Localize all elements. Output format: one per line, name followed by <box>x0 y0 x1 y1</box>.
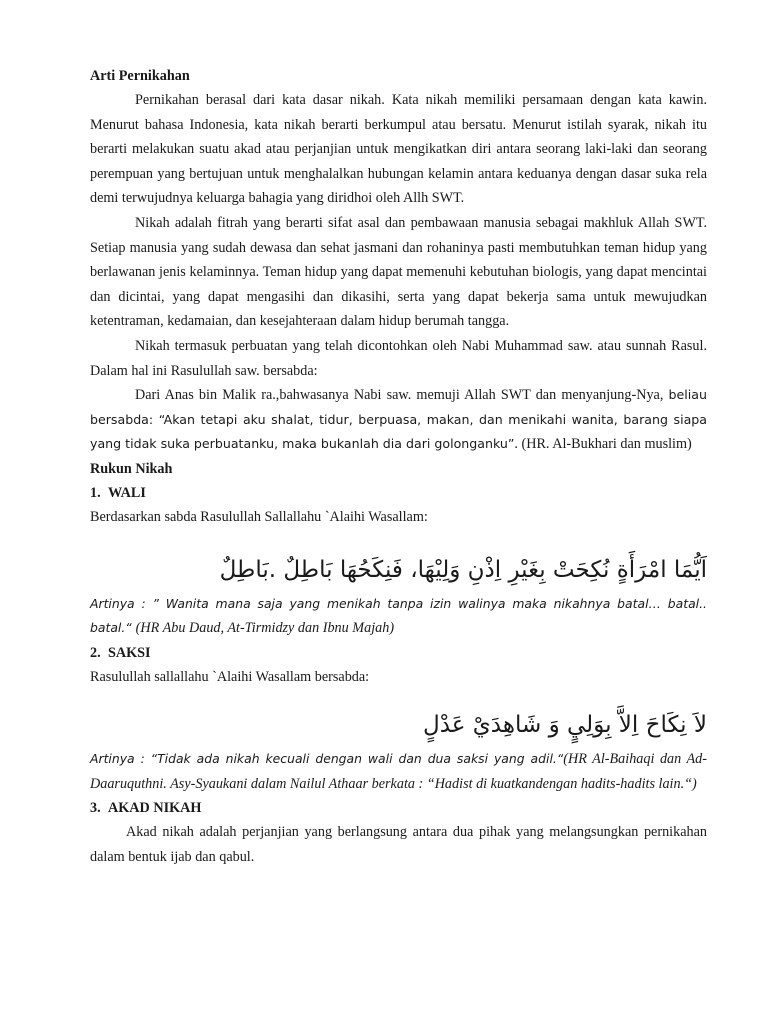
saksi-translation-text: Artinya : “Tidak ada nikah kecuali dengan wali dan dua saksi yang adil.“ <box>90 751 564 767</box>
wali-arabic-hadith: اَيُّمَا امْرَأَةٍ نُكِحَتْ بِغَيْرِ اِذْنِ وَلِيْهَا، فَنِكَحُهَا بَاطِلٌ .بَاطِلٌ <box>219 556 707 583</box>
heading-akad-nikah <box>90 796 707 820</box>
paragraph-fitrah: Nikah adalah fitrah yang berarti sifat asal dan pembawaan manusia sebagai makhluk Allah SWT. Setiap manusia yang sudah dewasa dan sehat jasmani dan rohaninya pasti membutuhkan teman hidup yang berlawanan jenis kelaminnya. Teman hidup yang dapat memenuhi kebutuhan biologis, yang dapat mencintai dan dicintai, yang dapat mengasihi dan dikasihi, serta yang dapat bekerja sama untuk mewujudkan ketentraman, kedamaian, dan kesejahteraan dalam hidup berumah tangga. <box>90 214 707 330</box>
hadith-lead: Dari Anas bin Malik ra.,bahwasanya Nabi saw. memuji Allah SWT dan menyanjung-Nya, <box>135 387 669 404</box>
wali-translation-source: (HR Abu Daud, At-Tirmidzy dan Ibnu Majah) <box>135 620 395 637</box>
heading-saksi <box>90 641 707 665</box>
section-title-rukun-nikah: Rukun Nikah <box>90 460 173 477</box>
paragraph-definition: Pernikahan berasal dari kata dasar nikah. Kata nikah memiliki persamaan dengan kata kawin. Menurut bahasa Indonesia, kata nikah berarti berkumpul atau bersatu. Menurut istilah syarak, nikah itu berarti melakukan suatu akad atau perjanjian untuk mengikatkan diri antara seorang laki-laki dan seorang perempuan yang bertujuan untuk menghalalkan hubungan kelamin antara keduanya dengan dasar suka rela demi terwujudnya keluarga bahagia yang diridhoi oleh Allh SWT. <box>90 92 707 207</box>
wali-number: 1. <box>90 484 101 501</box>
akad-number: 3. <box>90 800 101 817</box>
paragraph-hadith <box>90 383 707 457</box>
title-arti-pernikahan: Arti Pernikahan <box>90 68 190 84</box>
document-page <box>90 64 707 870</box>
saksi-title: SAKSI <box>108 644 151 661</box>
saksi-number: 2. <box>90 644 101 661</box>
paragraph-sunnah: Nikah termasuk perbuatan yang telah dicontohkan oleh Nabi Muhammad saw. atau sunnah Rasul. Dalam hal ini Rasulullah saw. bersabda: <box>90 337 707 379</box>
wali-intro: Berdasarkan sabda Rasulullah Sallallahu `Alaihi Wasallam: <box>90 508 428 525</box>
saksi-arabic-hadith: لاَ نِكَاحَ اِلاَّ بِوَلِيٍ وَ شَاهِدَيْ عَدْلٍ <box>422 712 707 739</box>
wali-translation-text: Artinya : ” Wanita mana saja yang menikah tanpa izin walinya maka nikahnya batal… batal.. batal.“ <box>90 595 707 636</box>
hadith-source: . (HR. Al-Bukhari dan muslim) <box>514 436 692 453</box>
akad-title: AKAD NIKAH <box>108 800 202 817</box>
akad-definition: Akad nikah adalah perjanjian yang berlangsung antara dua pihak yang melangsungkan pernikahan dalam bentuk ijab dan qabul. <box>90 824 707 866</box>
wali-title: WALI <box>108 484 146 501</box>
heading-wali <box>90 481 707 505</box>
wali-translation <box>90 592 707 641</box>
hadith-quote: beliau bersabda: “Akan tetapi aku shalat, tidur, berpuasa, makan, dan menikahi wanita, barang siapa yang tidak suka perbuatanku, maka bukanlah dia dari golonganku” <box>90 387 707 452</box>
saksi-translation-source: (HR Al-Baihaqi dan Ad-Daaruquthni. Asy-Syaukani dalam Nailul Athaar berkata : “Hadist di kuatkandengan hadits-hadits lain.“) <box>90 751 707 792</box>
saksi-translation <box>90 747 707 796</box>
saksi-intro: Rasulullah sallallahu `Alaihi Wasallam bersabda: <box>90 668 370 685</box>
